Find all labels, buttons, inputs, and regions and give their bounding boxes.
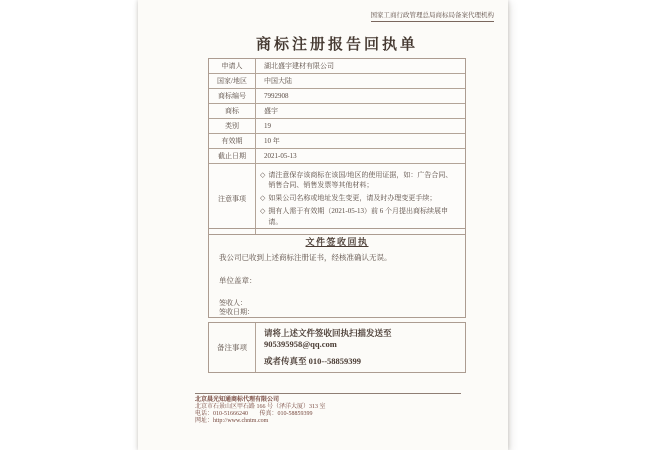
receipt-section bbox=[208, 228, 466, 318]
note-text: 拥有人需于有效期（2021-05-13）前 6 个月提出商标续展申请。 bbox=[268, 207, 449, 226]
footer-address: 北京市石景山区甲石路 166 号（泽洋大厦）313 室 bbox=[195, 404, 326, 410]
row-value: 19 bbox=[264, 122, 271, 130]
row-value: 10 年 bbox=[264, 137, 280, 145]
footer-contacts bbox=[195, 411, 461, 418]
company-stamp-label: 单位盖章： bbox=[219, 276, 257, 285]
remarks-content bbox=[256, 323, 465, 372]
agency-footer bbox=[195, 393, 461, 425]
signer-label: 签收人： bbox=[219, 299, 247, 307]
note-item bbox=[260, 206, 457, 227]
diamond-bullet-icon: ◇ bbox=[260, 170, 266, 179]
table-row bbox=[209, 104, 465, 119]
notes-list bbox=[256, 164, 465, 234]
row-value: 中国大陆 bbox=[264, 77, 292, 85]
trademark-info-table bbox=[208, 58, 466, 235]
page-title: 商标注册报告回执单 bbox=[255, 37, 418, 53]
note-item bbox=[260, 170, 457, 191]
note-text: 请注意保存该商标在该国/地区的使用证据，如：广告合同、销售合同、销售发票等其他材料； bbox=[268, 170, 453, 189]
diamond-bullet-icon: ◇ bbox=[260, 207, 266, 215]
diamond-bullet-icon: ◇ bbox=[260, 194, 266, 202]
row-label: 商标编号 bbox=[209, 89, 256, 103]
row-label: 国家/地区 bbox=[209, 74, 256, 88]
table-row bbox=[209, 119, 465, 134]
note-text: 如果公司名称或地址发生变更，请及时办理变更手续； bbox=[268, 194, 437, 202]
remarks-label: 备注事项 bbox=[209, 323, 256, 372]
header-agency-note: 国家工商行政管理总局商标局备案代理机构 bbox=[371, 12, 495, 22]
footer-phone: 电话：010-51666240 bbox=[195, 411, 248, 417]
row-label: 有效期 bbox=[209, 134, 256, 148]
remarks-section bbox=[208, 322, 466, 373]
table-row bbox=[209, 89, 465, 104]
receipt-section-title: 文件签收回执 bbox=[305, 237, 369, 247]
table-row bbox=[209, 134, 465, 149]
row-label: 商标 bbox=[209, 104, 256, 118]
table-row bbox=[209, 59, 465, 74]
remarks-line-1: 请将上述文件签收回执扫描发送至 905395958@qq.com bbox=[264, 328, 392, 349]
row-value: 湖北盛宇建材有限公司 bbox=[264, 62, 334, 70]
footer-company-name: 北京晨光知通商标代理有限公司 bbox=[195, 397, 280, 403]
row-value: 7992908 bbox=[264, 92, 289, 100]
row-value: 2021-05-13 bbox=[264, 152, 297, 160]
table-row bbox=[209, 149, 465, 164]
row-label: 申请人 bbox=[209, 59, 256, 73]
notes-row bbox=[209, 164, 465, 234]
footer-fax: 传真：010-58859399 bbox=[259, 411, 313, 417]
row-label: 截止日期 bbox=[209, 149, 256, 163]
receipt-confirmation-text: 我公司已收到上述商标注册证书，经核准确认无误。 bbox=[219, 253, 392, 262]
sign-date-label: 签收日期： bbox=[219, 308, 254, 316]
footer-website: 网址：http://www.chntm.com bbox=[195, 418, 269, 424]
row-label: 类别 bbox=[209, 119, 256, 133]
note-item bbox=[260, 193, 457, 204]
scanned-document-page bbox=[138, 0, 508, 450]
table-row bbox=[209, 74, 465, 89]
remarks-line-2: 或者传真至 010--58859399 bbox=[264, 356, 362, 366]
notes-label: 注意事项 bbox=[209, 164, 256, 234]
row-value: 盛宇 bbox=[264, 107, 278, 115]
